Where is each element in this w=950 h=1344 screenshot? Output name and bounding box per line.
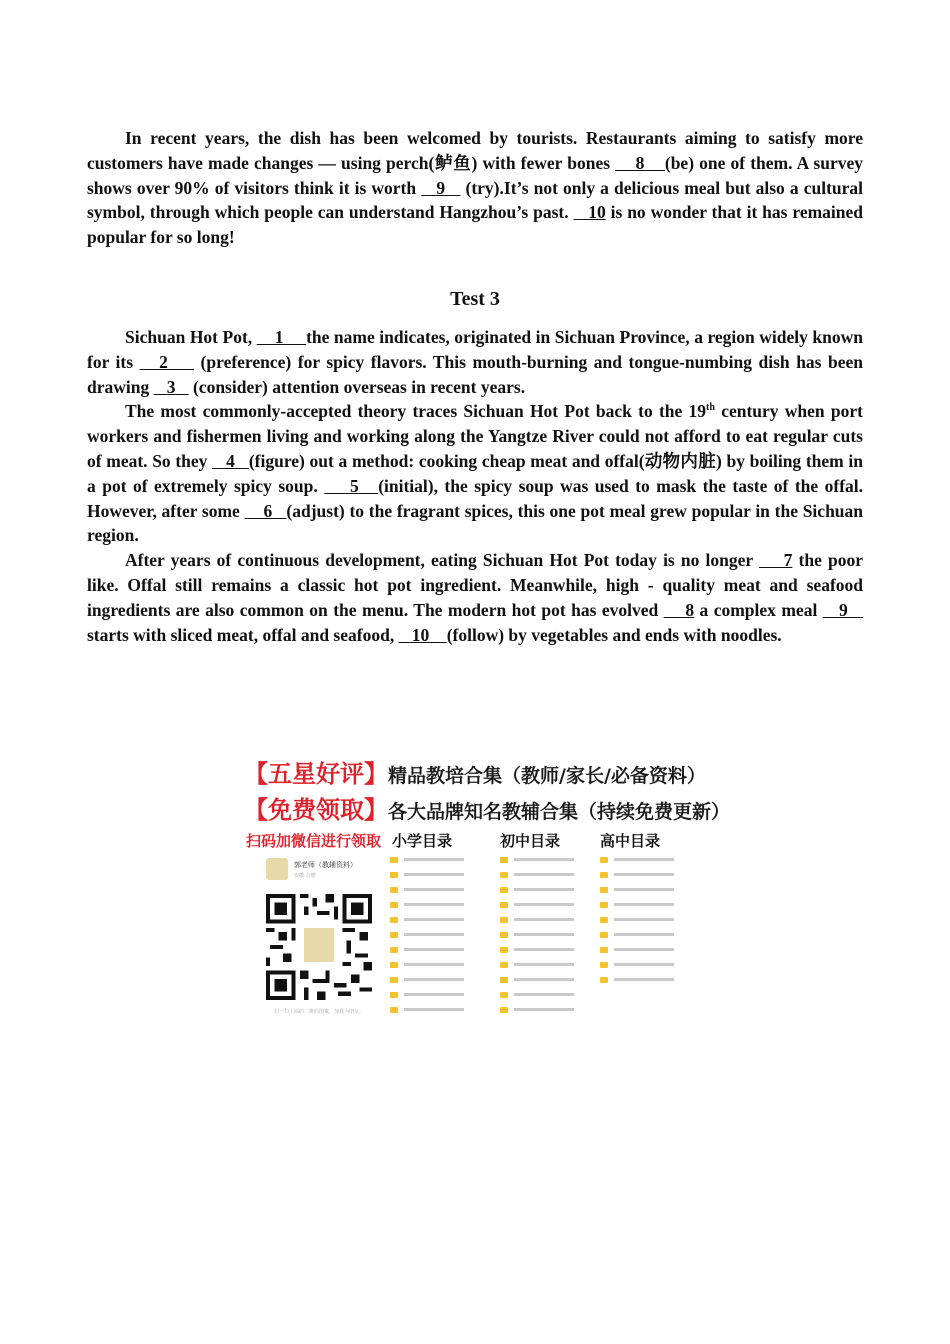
text: the poor like. Offal still remains a classic hot pot ingredient. Meanwhile, high - quality meat and seafood ingredients are also common on the menu. The modern hot pot has evolved [87,550,864,620]
text: (consider) attention overseas in recent years. [188,376,526,397]
promo-headline-2 [244,790,730,825]
folder-item[interactable] [500,972,574,987]
folder-icon [390,947,398,953]
blank-8[interactable]: 8 [615,152,665,173]
folder-item[interactable] [500,942,574,957]
folder-item[interactable] [600,882,674,897]
text: (preference) for spicy flavors. This mouth-burning and tongue-numbing dish has been drawing [87,351,864,397]
folder-label-placeholder [614,903,674,906]
previous-passage-paragraph [87,126,863,250]
test3-paragraph-1 [87,325,863,399]
folder-icon [500,917,508,923]
folder-item[interactable] [600,897,674,912]
blank-10[interactable]: 10 [573,202,606,223]
folder-label-placeholder [514,873,574,876]
text: After years of continuous development, eating Sichuan Hot Pot today is no longer [125,550,753,571]
folder-label-placeholder [404,993,464,996]
avatar [266,858,288,880]
folder-item[interactable] [390,927,464,942]
folder-label-placeholder [614,918,674,921]
folder-item[interactable] [390,912,464,927]
high-folder-list [600,852,674,987]
text: starts with sliced meat, offal and seafood, [87,624,395,645]
folder-icon [390,887,398,893]
text: (adjust) to the fragrant spices, this one pot meal grew popular in the Sichuan region. [87,500,864,546]
folder-label-placeholder [514,948,574,951]
folder-label-placeholder [514,918,574,921]
folder-icon [390,902,398,908]
folder-icon [500,932,508,938]
folder-label-placeholder [614,873,674,876]
folder-item[interactable] [390,987,464,1002]
folder-icon [500,992,508,998]
folder-icon [600,902,608,908]
folder-label-placeholder [404,918,464,921]
test3-paragraph-2 [87,399,863,548]
folder-label-placeholder [404,858,464,861]
folder-item[interactable] [600,927,674,942]
folder-label-placeholder [614,888,674,891]
folder-icon [390,992,398,998]
folder-label-placeholder [404,1008,464,1011]
high-catalog-title: 高中目录 [600,832,661,850]
text: (be) one of them. A survey shows over 90% of visitors think it is worth [87,152,864,198]
superscript: th [706,402,715,414]
folder-icon [500,887,508,893]
folder-label-placeholder [514,993,574,996]
folder-item[interactable] [500,1002,574,1017]
folder-label-placeholder [404,933,464,936]
primary-catalog-title: 小学目录 [392,832,453,850]
folder-label-placeholder [404,903,464,906]
blank-1[interactable]: 1 [256,327,307,347]
folder-item[interactable] [500,897,574,912]
folder-icon [600,857,608,863]
text: century when port workers and fishermen living and working along the Yangtze River could not afford to eat regular cuts of meat. So they [87,401,863,471]
folder-icon [600,917,608,923]
qr-caption: 扫一扫上面的二维码图案，加我为朋友。 [274,1009,365,1015]
folder-label-placeholder [404,888,464,891]
blank-3[interactable]: 3 [153,376,189,397]
folder-icon [500,857,508,863]
folder-label-placeholder [514,933,574,936]
blank-9b[interactable]: 9 [822,599,864,620]
folder-item[interactable] [390,972,464,987]
folder-label-placeholder [514,1008,574,1011]
folder-icon [500,902,508,908]
folder-item[interactable] [390,897,464,912]
promo-text: 各大品牌知名教辅合集（持续免费更新） [388,801,731,823]
text: is no wonder that it has remained popular for so long! [87,202,864,248]
blank-2[interactable]: 2 [139,351,195,372]
card-name: 郭老师（教辅资料） [294,861,357,869]
folder-label-placeholder [614,978,674,981]
folder-icon [390,1007,398,1013]
folder-item[interactable] [600,867,674,882]
middle-catalog-title: 初中目录 [500,832,561,850]
promo-text: 精品教培合集（教师/家长/必备资料） [388,765,706,787]
text: the name indicates, originated in Sichuan Province, a region widely known for its [87,327,863,372]
blank-10b[interactable]: 10 [398,624,447,645]
promo-headline-1 [244,754,706,789]
folder-item[interactable] [390,867,464,882]
folder-item[interactable] [500,987,574,1002]
folder-label-placeholder [404,948,464,951]
promo-tag: 【五星好评】 [244,760,388,788]
folder-item[interactable] [500,852,574,867]
folder-label-placeholder [404,963,464,966]
folder-icon [500,872,508,878]
folder-label-placeholder [404,873,464,876]
folder-item[interactable] [500,912,574,927]
promo-banner[interactable] [244,754,731,1024]
folder-item[interactable] [600,852,674,867]
folder-label-placeholder [614,948,674,951]
folder-label-placeholder [614,858,674,861]
text: (try).It’s not only a delicious meal but also a cultural symbol, through which people can understand Hangzhou’s past. [87,177,864,223]
folder-label-placeholder [514,888,574,891]
folder-item[interactable] [600,912,674,927]
folder-label-placeholder [614,933,674,936]
folder-icon [500,1007,508,1013]
folder-item[interactable] [600,957,674,972]
folder-icon [390,962,398,968]
text: Sichuan Hot Pot, [125,327,253,347]
folder-item[interactable] [500,867,574,882]
text: (follow) by vegetables and ends with noodles. [446,624,782,645]
folder-label-placeholder [514,858,574,861]
folder-item[interactable] [500,927,574,942]
folder-item[interactable] [500,957,574,972]
card-location: 安徽 合肥 [294,873,316,879]
folder-item[interactable] [390,882,464,897]
test3-paragraph-3 [87,548,863,647]
folder-icon [390,872,398,878]
test-title: Test 3 [450,288,500,310]
folder-icon [500,962,508,968]
folder-icon [390,932,398,938]
text: (figure) out a method: cooking cheap meat and offal(动物内脏) by boiling them in a pot of extremely spicy soup. [87,450,864,496]
text: (initial), the spicy soup was used to mask the taste of the offal. However, after some [87,475,864,521]
folder-item[interactable] [500,882,574,897]
folder-icon [500,977,508,983]
folder-label-placeholder [514,903,574,906]
folder-icon [600,887,608,893]
text: In recent years, the dish has been welcomed by tourists. Restaurants aiming to satisfy more customers have made changes — using perch(鲈鱼) with fewer bones [87,128,863,173]
folder-icon [600,872,608,878]
folder-label-placeholder [514,978,574,981]
folder-icon [500,947,508,953]
primary-folder-list [390,852,464,1017]
folder-item[interactable] [390,852,464,867]
folder-label-placeholder [614,963,674,966]
folder-icon [390,977,398,983]
folder-icon [600,962,608,968]
folder-item[interactable] [390,1002,464,1017]
scan-title: 扫码加微信进行领取 [246,832,382,850]
folder-item[interactable] [600,972,674,987]
folder-icon [600,947,608,953]
folder-item[interactable] [390,942,464,957]
qr-code-icon[interactable] [266,894,372,1000]
blank-4[interactable]: 4 [212,450,249,471]
folder-icon [600,932,608,938]
blank-5[interactable]: 5 [324,475,379,496]
text: The most commonly-accepted theory traces Sichuan Hot Pot back to the 19 [125,401,707,422]
middle-folder-list [500,852,574,1017]
folder-label-placeholder [404,978,464,981]
folder-item[interactable] [600,942,674,957]
folder-label-placeholder [514,963,574,966]
blank-9[interactable]: 9 [421,177,461,198]
text: a complex meal [694,599,818,620]
blank-7[interactable]: 7 [759,550,793,571]
blank-6[interactable]: 6 [244,500,287,521]
promo-tag: 【免费领取】 [244,796,388,824]
blank-8b[interactable]: 8 [663,599,695,620]
folder-icon [600,977,608,983]
test3-passage [87,325,863,647]
folder-item[interactable] [390,957,464,972]
folder-icon [390,917,398,923]
folder-icon [390,857,398,863]
